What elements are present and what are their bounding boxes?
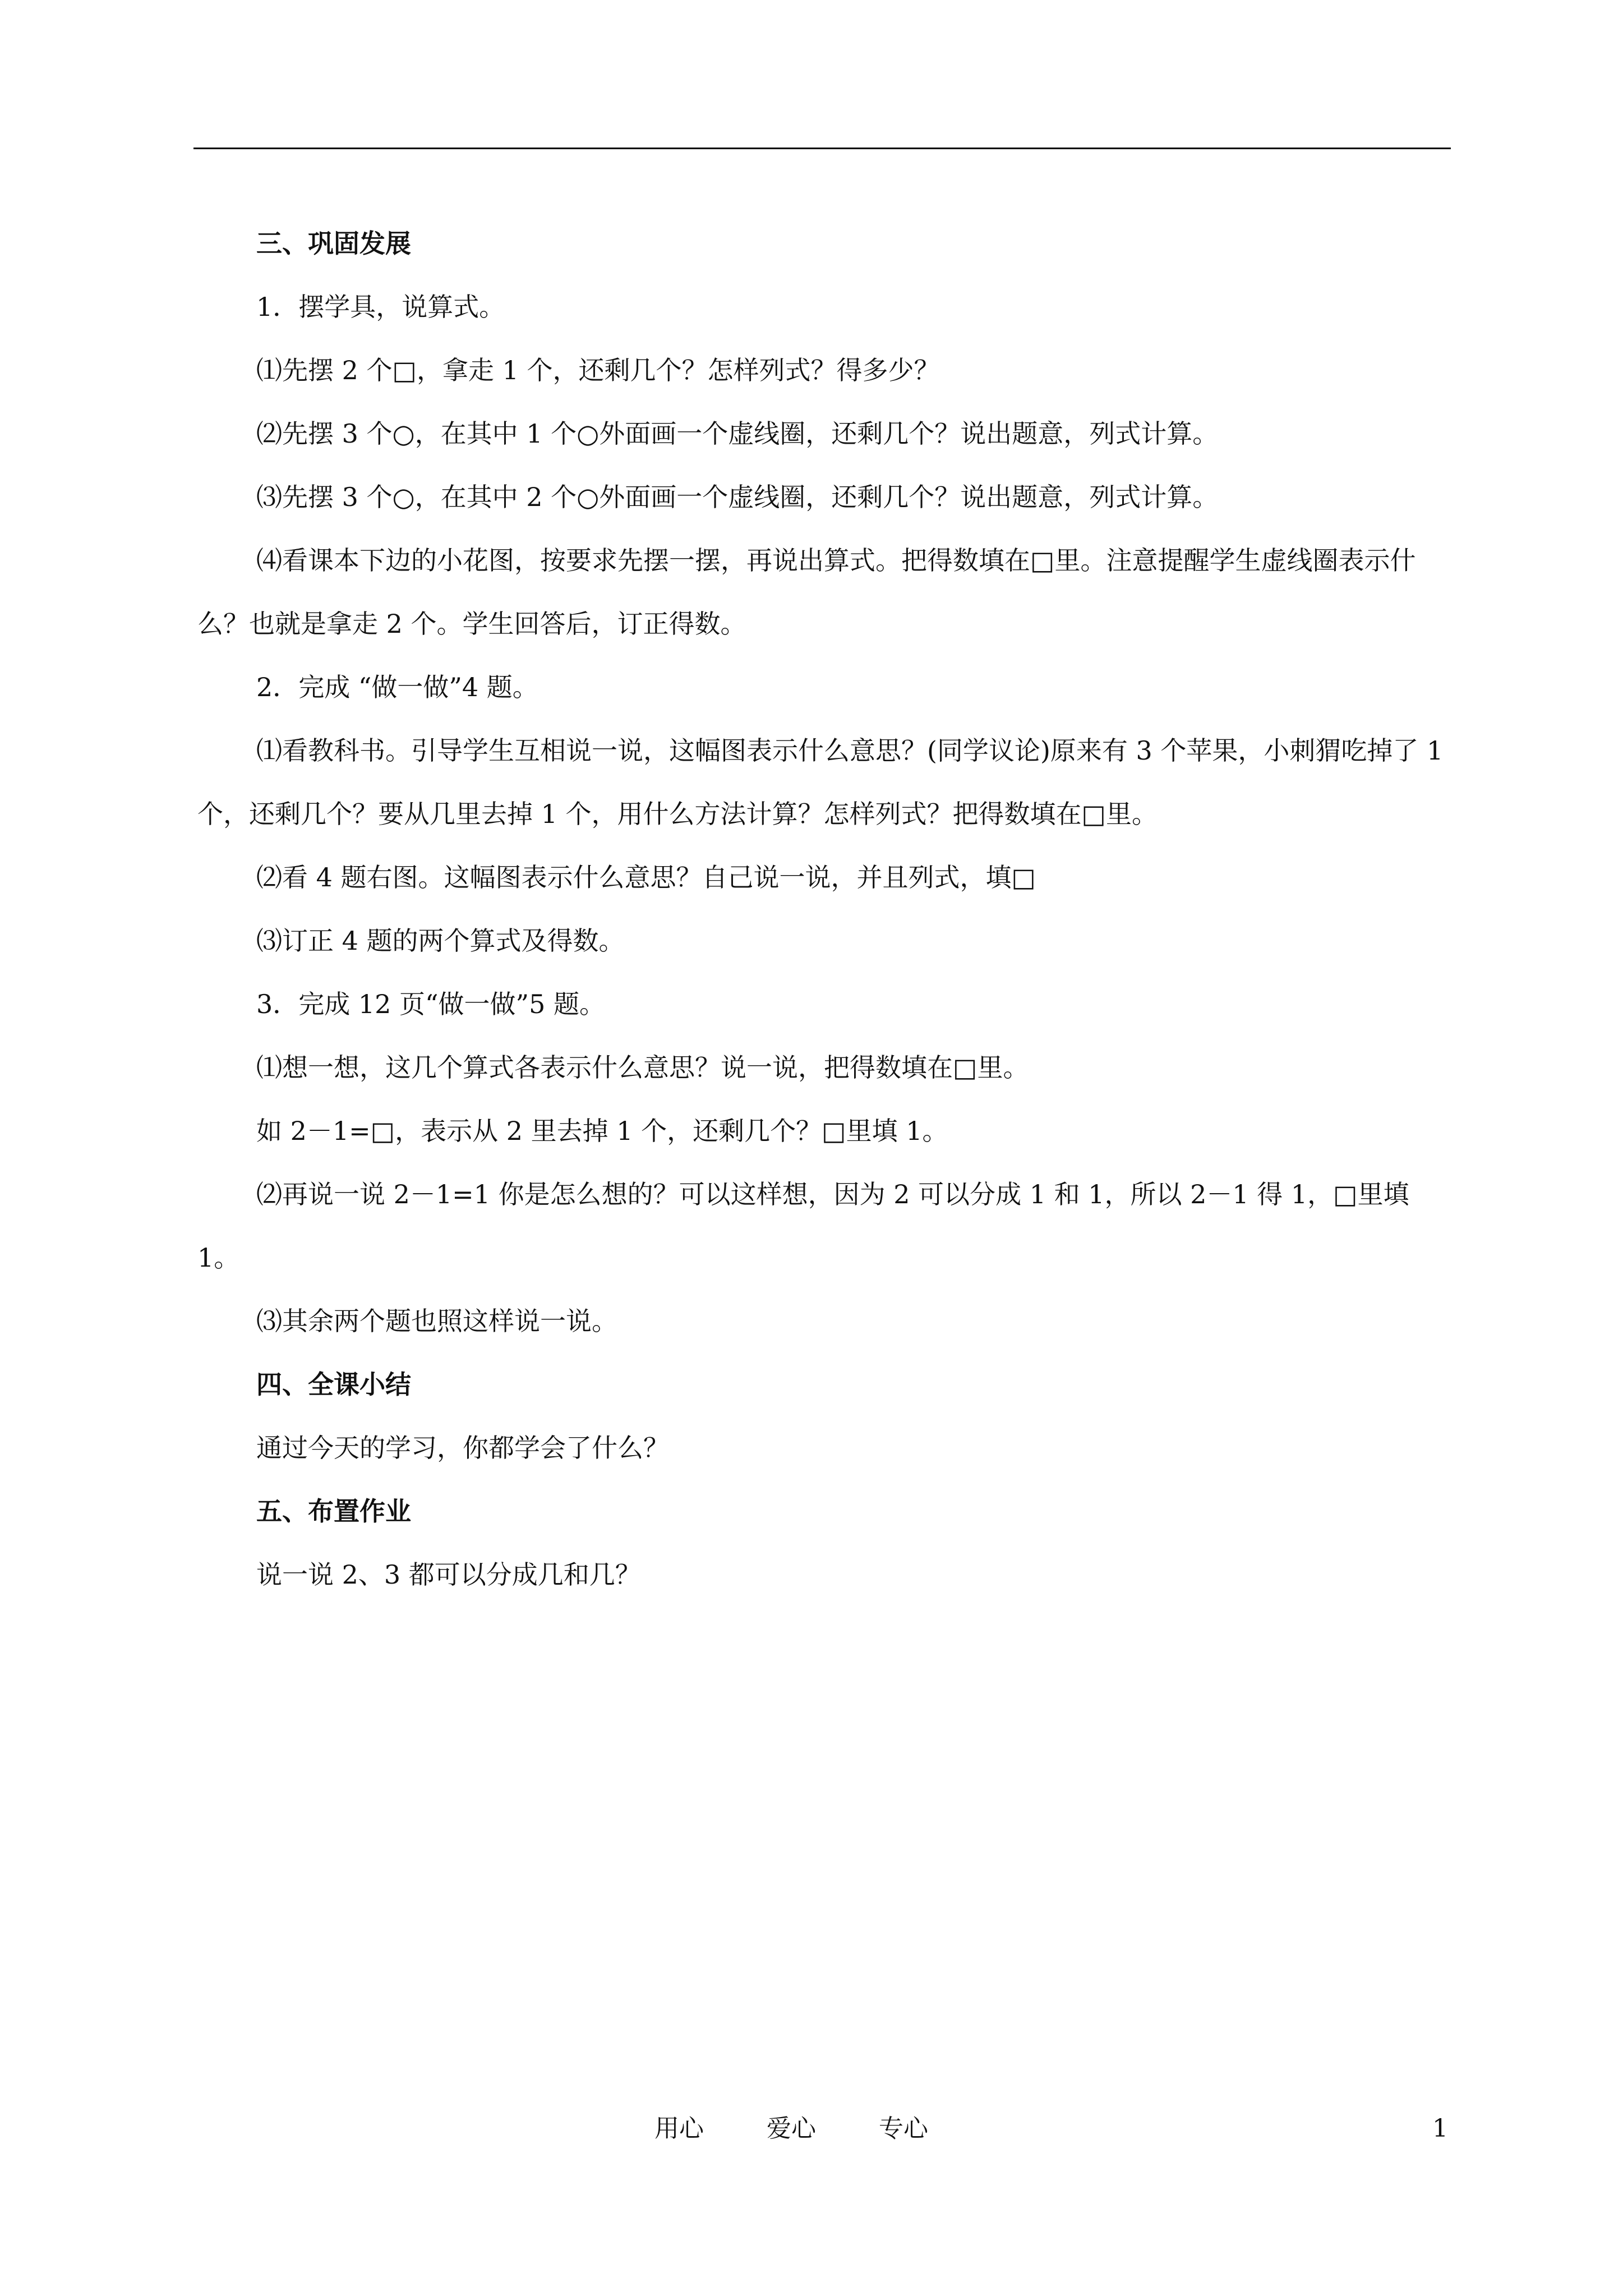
paragraph: ⑴看教科书。引导学生互相说一说，这幅图表示什么意思？(同学议论)原来有 3 个苹果，小刺猬吃掉了 1 个，还剩几个？要从几里去掉 1 个，用什么方法计算？怎样列式？把得数填在□里。 — [197, 735, 1444, 829]
paragraph: ⑶订正 4 题的两个算式及得数。 — [256, 926, 625, 956]
header-rule — [193, 148, 1451, 149]
paragraph: 如 2－1=□，表示从 2 里去掉 1 个，还剩几个？□里填 1。 — [256, 1116, 948, 1146]
paragraph: ⑵看 4 题右图。这幅图表示什么意思？自己说一说，并且列式，填□ — [256, 862, 1036, 892]
page-footer — [0, 2109, 1623, 2148]
paragraph: 说一说 2、3 都可以分成几和几？ — [256, 1559, 641, 1590]
paragraph: ⑶其余两个题也照这样说一说。 — [256, 1306, 617, 1336]
paragraph: ⑴想一想，这几个算式各表示什么意思？说一说，把得数填在□里。 — [256, 1052, 1029, 1083]
paragraph: ⑵先摆 3 个○，在其中 1 个○外面画一个虚线圈，还剩几个？说出题意，列式计算。 — [256, 418, 1219, 449]
section-heading-consolidate: 三、巩固发展 — [256, 228, 411, 259]
section-heading-summary: 四、全课小结 — [256, 1369, 411, 1400]
paragraph: ⑴先摆 2 个□，拿走 1 个，还剩几个？怎样列式？得多少？ — [256, 355, 940, 385]
footer-motto-item: 专心 — [879, 2114, 928, 2143]
footer-motto-item: 用心 — [654, 2114, 704, 2143]
paragraph: ⑵再说一说 2－1=1 你是怎么想的？可以这样想，因为 2 可以分成 1 和 1，所以 2－1 得 1，□里填 1。 — [197, 1179, 1409, 1273]
paragraph: 1．摆学具，说算式。 — [256, 292, 505, 322]
page-number: 1 — [1432, 2114, 1448, 2143]
paragraph: ⑷看课本下边的小花图，按要求先摆一摆，再说出算式。把得数填在□里。注意提醒学生虚线圈表示什么？也就是拿走 2 个。学生回答后，订正得数。 — [197, 545, 1416, 639]
paragraph: 2．完成 “做一做”4 题。 — [256, 672, 538, 702]
paragraph: ⑶先摆 3 个○，在其中 2 个○外面画一个虚线圈，还剩几个？说出题意，列式计算。 — [256, 482, 1219, 512]
paragraph: 3．完成 12 页“做一做”5 题。 — [256, 989, 605, 1019]
section-heading-homework: 五、布置作业 — [256, 1496, 411, 1526]
document-body — [197, 212, 1451, 1607]
paragraph: 通过今天的学习，你都学会了什么？ — [256, 1433, 669, 1463]
footer-motto — [654, 2109, 991, 2148]
footer-motto-item: 爱心 — [767, 2114, 816, 2143]
